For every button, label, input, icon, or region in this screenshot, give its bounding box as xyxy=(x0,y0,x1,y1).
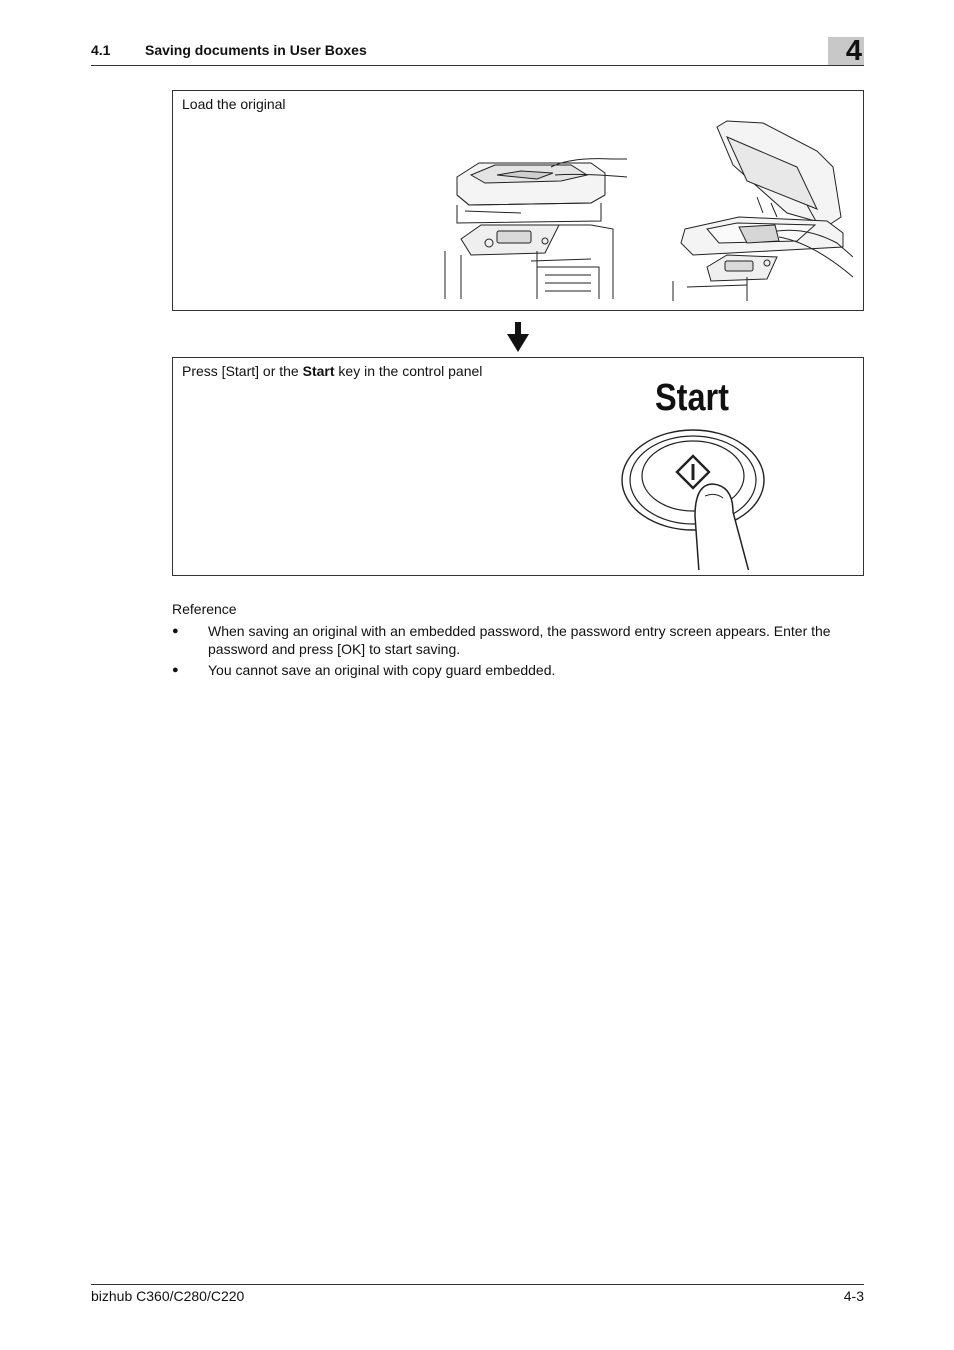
reference-title: Reference xyxy=(172,601,237,617)
reference-section xyxy=(172,601,864,682)
chapter-tab xyxy=(828,37,864,65)
step-press-start xyxy=(172,357,864,576)
start-key-name: Start xyxy=(302,363,335,379)
reference-text: When saving an original with an embedded password, the password entry screen appears. Enter the password and press [OK] to start saving. xyxy=(208,623,831,657)
step-label: Press [Start] or the Start key in the control panel xyxy=(182,363,483,379)
section-number: 4.1 xyxy=(91,42,111,58)
reference-text: You cannot save an original with copy guard embedded. xyxy=(208,662,556,678)
product-model: bizhub C360/C280/C220 xyxy=(91,1288,245,1304)
chapter-number: 4 xyxy=(845,35,862,67)
adf-loading-illustration xyxy=(441,151,627,299)
page-header xyxy=(91,35,864,67)
arrow-down-icon xyxy=(507,322,529,352)
start-key-caption: Start xyxy=(655,377,730,419)
reference-list xyxy=(172,622,864,679)
list-item xyxy=(172,622,864,658)
start-key-illustration xyxy=(619,366,767,570)
step-label: Load the original xyxy=(182,96,286,112)
section-title: Saving documents in User Boxes xyxy=(145,42,367,58)
page-number: 4-3 xyxy=(843,1288,864,1304)
page-footer xyxy=(91,1284,864,1304)
step-load-original xyxy=(172,90,864,311)
bullet-icon: ● xyxy=(172,664,179,676)
platen-glass-illustration xyxy=(667,117,853,301)
bullet-icon: ● xyxy=(172,625,179,637)
list-item xyxy=(172,661,864,679)
